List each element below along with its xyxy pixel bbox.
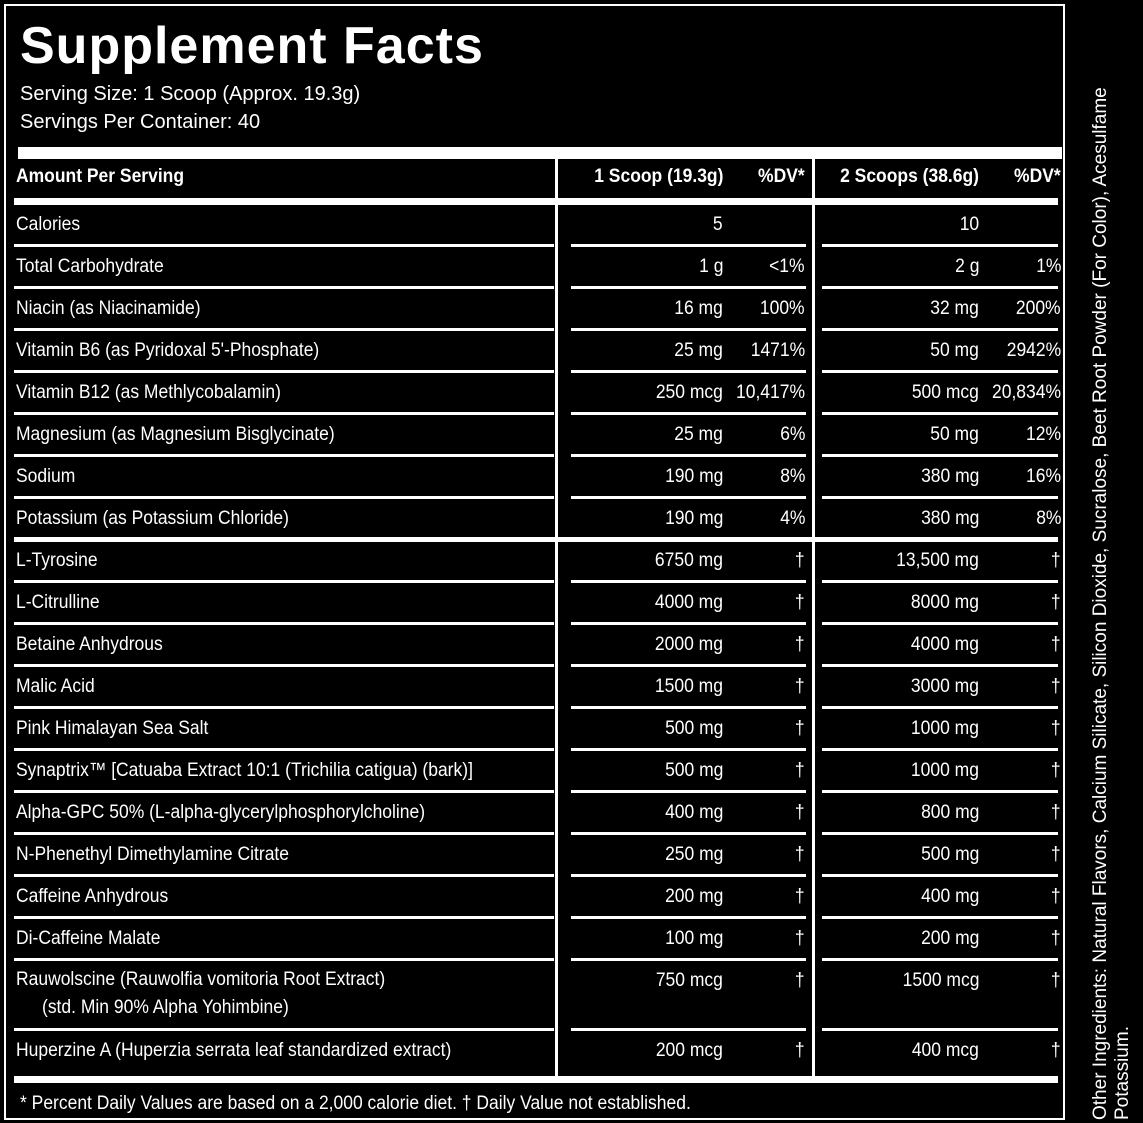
dv-2-scoops: †	[1051, 844, 1061, 865]
amount-1-scoop: 25 mg	[674, 340, 723, 361]
table-row	[6, 624, 1067, 666]
amount-1-scoop: 5	[713, 214, 723, 235]
nutrient-name: Sodium	[16, 466, 76, 487]
header-col1: 1 Scoop (19.3g)	[593, 166, 723, 187]
amount-1-scoop: 250 mcg	[655, 382, 723, 403]
table-row	[6, 540, 1067, 582]
amount-1-scoop: 6750 mg	[654, 550, 723, 571]
nutrient-name: Betaine Anhydrous	[16, 634, 163, 655]
amount-1-scoop: 2000 mg	[654, 634, 723, 655]
amount-1-scoop: 1500 mg	[654, 676, 723, 697]
table-row	[6, 414, 1067, 456]
amount-2-scoops: 380 mg	[920, 508, 979, 529]
amount-2-scoops: 10	[959, 214, 979, 235]
nutrient-name: Synaptrix™ [Catuaba Extract 10:1 (Trichilia catigua) (bark)]	[16, 760, 473, 781]
dv-1-scoop: †	[795, 760, 805, 781]
amount-1-scoop: 200 mcg	[655, 1040, 723, 1061]
nutrient-name: L-Citrulline	[16, 592, 100, 613]
dv-1-scoop: †	[795, 550, 805, 571]
amount-1-scoop: 200 mg	[664, 886, 723, 907]
amount-1-scoop: 400 mg	[664, 802, 723, 823]
header-dv1: %DV*	[758, 166, 805, 187]
nutrient-name: Malic Acid	[16, 676, 95, 697]
other-ingredients: Other Ingredients: Natural Flavors, Calcium Silicate, Silicon Dioxide, Sucralose, Beet Root Powder (For Color), Acesulfame Potassium.	[1090, 87, 1133, 1120]
table-row	[6, 288, 1067, 330]
dv-1-scoop: 8%	[779, 466, 805, 487]
table-row	[6, 372, 1067, 414]
table-row	[6, 1030, 1067, 1072]
table-row	[6, 204, 1067, 246]
nutrient-name: Magnesium (as Magnesium Bisglycinate)	[16, 424, 335, 445]
nutrient-name: N-Phenethyl Dimethylamine Citrate	[16, 844, 289, 865]
amount-2-scoops: 50 mg	[930, 424, 979, 445]
dv-1-scoop: 4%	[779, 508, 805, 529]
header-col2: 2 Scoops (38.6g)	[840, 166, 979, 187]
amount-2-scoops: 32 mg	[930, 298, 979, 319]
nutrient-subnote: (std. Min 90% Alpha Yohimbine)	[42, 997, 289, 1018]
header-amount: Amount Per Serving	[16, 166, 185, 187]
dv-1-scoop: †	[795, 886, 805, 907]
column-divider	[812, 156, 815, 1078]
nutrient-name: Alpha-GPC 50% (L-alpha-glycerylphosphorylcholine)	[16, 802, 426, 823]
dv-1-scoop: †	[795, 592, 805, 613]
table-row	[6, 876, 1067, 918]
dv-1-scoop: <1%	[769, 256, 805, 277]
header-dv2: %DV*	[1014, 166, 1061, 187]
dv-2-scoops: 200%	[1016, 298, 1061, 319]
nutrient-name: Pink Himalayan Sea Salt	[16, 718, 209, 739]
nutrient-name: Caffeine Anhydrous	[16, 886, 169, 907]
dv-1-scoop: †	[795, 634, 805, 655]
panel-title: Supplement Facts	[20, 17, 484, 75]
dv-1-scoop: 6%	[779, 424, 805, 445]
dv-1-scoop: 10,417%	[735, 382, 805, 403]
table-row	[6, 498, 1067, 540]
amount-1-scoop: 500 mg	[664, 760, 723, 781]
footnote: * Percent Daily Values are based on a 2,000 calorie diet. † Daily Value not established.	[20, 1093, 691, 1114]
nutrient-name: L-Tyrosine	[16, 550, 98, 571]
dv-2-scoops: 16%	[1026, 466, 1061, 487]
table-row	[6, 666, 1067, 708]
serving-size: Serving Size: 1 Scoop (Approx. 19.3g)	[20, 83, 361, 105]
dv-2-scoops: 8%	[1035, 508, 1061, 529]
amount-1-scoop: 190 mg	[664, 508, 723, 529]
amount-2-scoops: 200 mg	[920, 928, 979, 949]
table-row	[6, 456, 1067, 498]
dv-2-scoops: 1%	[1035, 256, 1061, 277]
dv-2-scoops: †	[1051, 1040, 1061, 1061]
table-row	[6, 918, 1067, 960]
nutrient-name: Potassium (as Potassium Chloride)	[16, 508, 289, 529]
dv-1-scoop: †	[795, 928, 805, 949]
dv-2-scoops: †	[1051, 760, 1061, 781]
amount-1-scoop: 500 mg	[664, 718, 723, 739]
dv-2-scoops: 2942%	[1006, 340, 1061, 361]
table-row	[6, 708, 1067, 750]
dv-1-scoop: 1471%	[750, 340, 805, 361]
nutrient-name: Vitamin B6 (as Pyridoxal 5'-Phosphate)	[16, 340, 320, 361]
table-row	[6, 792, 1067, 834]
table-row	[6, 582, 1067, 624]
nutrient-name: Rauwolscine (Rauwolfia vomitoria Root Extract)	[16, 969, 386, 990]
dv-1-scoop: †	[795, 718, 805, 739]
dv-2-scoops: †	[1051, 676, 1061, 697]
amount-2-scoops: 380 mg	[920, 466, 979, 487]
amount-2-scoops: 4000 mg	[910, 634, 979, 655]
amount-1-scoop: 16 mg	[674, 298, 723, 319]
amount-1-scoop: 1 g	[698, 256, 723, 277]
dv-1-scoop: †	[795, 970, 805, 991]
table-header	[6, 156, 1067, 198]
nutrient-name: Huperzine A (Huperzia serrata leaf standardized extract)	[16, 1040, 452, 1061]
table-row	[6, 330, 1067, 372]
amount-2-scoops: 400 mcg	[911, 1040, 979, 1061]
dv-2-scoops: †	[1051, 634, 1061, 655]
amount-1-scoop: 250 mg	[664, 844, 723, 865]
dv-2-scoops: 20,834%	[991, 382, 1061, 403]
dv-1-scoop: †	[795, 676, 805, 697]
footer-divider	[14, 1076, 1058, 1083]
dv-2-scoops: †	[1051, 802, 1061, 823]
amount-2-scoops: 800 mg	[920, 802, 979, 823]
amount-2-scoops: 1000 mg	[910, 760, 979, 781]
dv-2-scoops: †	[1051, 928, 1061, 949]
dv-2-scoops: †	[1051, 550, 1061, 571]
dv-2-scoops: 12%	[1026, 424, 1061, 445]
dv-1-scoop: 100%	[760, 298, 805, 319]
dv-1-scoop: †	[795, 844, 805, 865]
table-row	[6, 960, 1067, 1030]
nutrient-name: Vitamin B12 (as Methlycobalamin)	[16, 382, 281, 403]
table-row	[6, 750, 1067, 792]
column-divider	[555, 156, 558, 1078]
table-row	[6, 246, 1067, 288]
amount-1-scoop: 190 mg	[664, 466, 723, 487]
dv-1-scoop: †	[795, 802, 805, 823]
dv-2-scoops: †	[1051, 592, 1061, 613]
dv-2-scoops: †	[1051, 970, 1061, 991]
amount-2-scoops: 2 g	[954, 256, 979, 277]
dv-2-scoops: †	[1051, 886, 1061, 907]
table-row	[6, 834, 1067, 876]
amount-2-scoops: 500 mg	[920, 844, 979, 865]
amount-2-scoops: 500 mcg	[911, 382, 979, 403]
amount-2-scoops: 8000 mg	[910, 592, 979, 613]
amount-2-scoops: 1000 mg	[910, 718, 979, 739]
amount-2-scoops: 1500 mcg	[902, 970, 979, 991]
nutrient-name: Total Carbohydrate	[16, 256, 164, 277]
amount-2-scoops: 13,500 mg	[896, 550, 979, 571]
supplement-facts-panel	[4, 4, 1065, 1120]
amount-2-scoops: 400 mg	[920, 886, 979, 907]
nutrient-name: Calories	[16, 214, 81, 235]
servings-per-container: Servings Per Container: 40	[20, 111, 261, 133]
amount-2-scoops: 50 mg	[930, 340, 979, 361]
nutrient-name: Di-Caffeine Malate	[16, 928, 161, 949]
dv-2-scoops: †	[1051, 718, 1061, 739]
nutrient-name: Niacin (as Niacinamide)	[16, 298, 201, 319]
amount-1-scoop: 100 mg	[664, 928, 723, 949]
amount-1-scoop: 4000 mg	[654, 592, 723, 613]
dv-1-scoop: †	[795, 1040, 805, 1061]
amount-1-scoop: 25 mg	[674, 424, 723, 445]
amount-2-scoops: 3000 mg	[910, 676, 979, 697]
amount-1-scoop: 750 mcg	[655, 970, 723, 991]
